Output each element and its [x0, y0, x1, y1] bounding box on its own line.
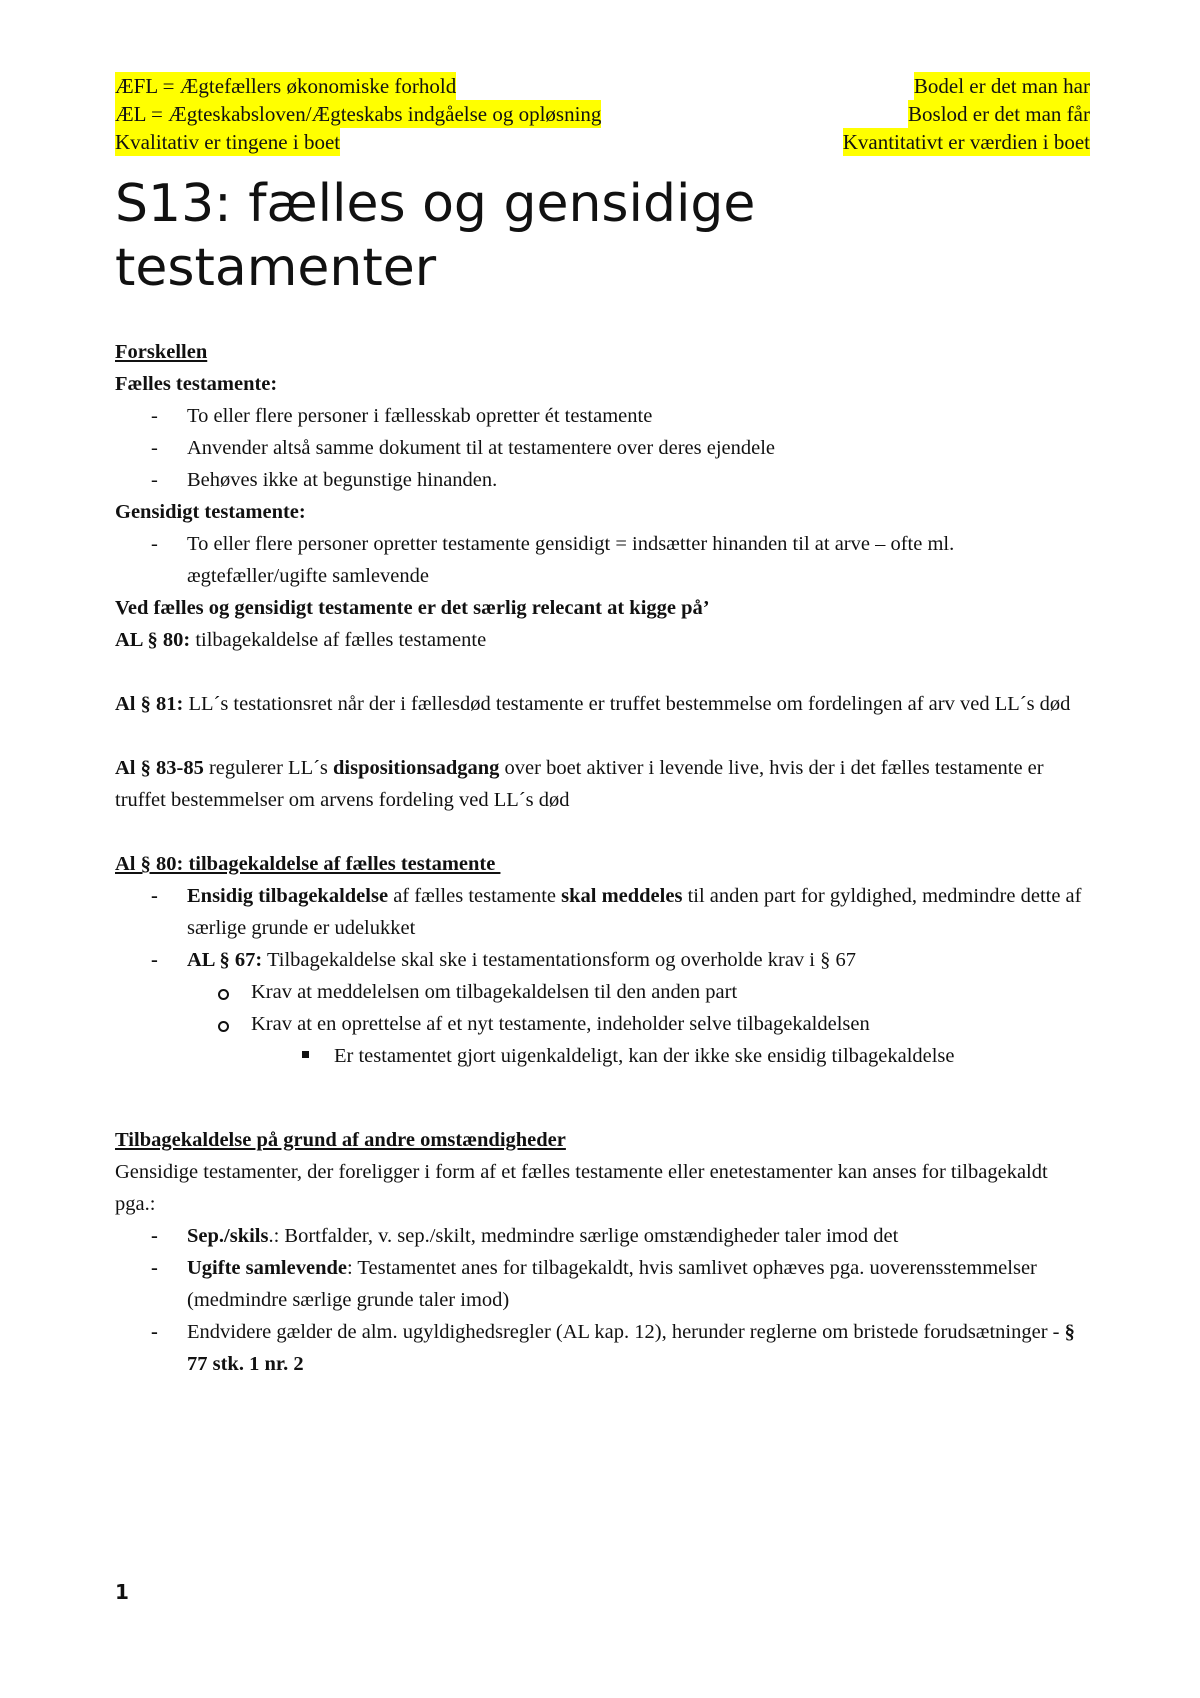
list-item [187, 1220, 1090, 1252]
al83-paragraph [115, 752, 1090, 816]
page-number: 1 [115, 1580, 129, 1604]
faelles-label: Fælles testamente: [115, 373, 278, 395]
bold-term: Sep./skils [187, 1225, 269, 1247]
sub-sub-list-item: Er testamentet gjort uigenkaldeligt, kan der ikke ske ensidig tilbagekaldelse [334, 1040, 1090, 1072]
al80-text: tilbagekaldelse af fælles testamente [190, 629, 487, 651]
page-title: S13: fælles og gensidige testamenter [115, 174, 756, 298]
bold-term: Ugifte samlevende [187, 1257, 347, 1279]
al81-ref: Al § 81: [115, 693, 184, 715]
faelles-list [115, 400, 1090, 496]
list-item [187, 1316, 1090, 1380]
list-item: - Anvender altså samme dokument til at testamentere over deres ejendele [187, 432, 1090, 464]
list-item [187, 1252, 1090, 1316]
list-item: - To eller flere personer i fællesskab opretter ét testamente [187, 400, 1090, 432]
gensidigt-list [115, 528, 1090, 592]
text-run: .: Bortfalder, v. sep./skilt, medmindre særlige omstændigheder taler imod det [268, 1225, 899, 1247]
section-heading-tilbagekaldelse: Tilbagekaldelse på grund af andre omstændigheder [115, 1129, 566, 1151]
document-body [115, 336, 1090, 1380]
section-heading-al80: Al § 80: tilbagekaldelse af fælles testamente [115, 853, 501, 875]
al83-term: dispositionsadgang [333, 757, 500, 779]
bold-term: § 77 stk. 1 nr. 2 [187, 1321, 1075, 1375]
sub-sub-list [251, 1040, 1090, 1072]
omstaendigheder-list [115, 1220, 1090, 1380]
al83-ref: Al § 83-85 [115, 757, 204, 779]
al80-ref: AL § 80: [115, 629, 191, 651]
header-row [115, 100, 1090, 128]
text-run: : Testamentet anes for tilbagekaldt, hvis samlivet ophæves pga. uoverensstemmelser (medmindre særlige grunde taler imod) [187, 1257, 1037, 1311]
header-right-3: Kvantitativt er værdien i boet [842, 130, 1090, 154]
text-run: Tilbagekaldelse skal ske i testamentationsform og overholde krav i § 67 [262, 949, 857, 971]
intro-paragraph: Gensidige testamenter, der foreligger i form af et fælles testamente eller enetestamenter kan anses for tilbagekaldt pga.: [115, 1161, 1048, 1215]
header-notes [115, 72, 1090, 156]
gensidigt-label: Gensidigt testamente: [115, 501, 306, 523]
list-item [187, 880, 1090, 944]
text-run: af fælles testamente [388, 885, 562, 907]
header-row [115, 128, 1090, 156]
list-item: - To eller flere personer opretter testamente gensidigt = indsætter hinanden til at arve – ofte ml. ægtefæller/ugifte samlevende [187, 528, 1090, 592]
bold-term: Ensidig tilbagekaldelse [187, 885, 389, 907]
bold-term: AL § 67: [187, 949, 263, 971]
sub-list-item: Krav at meddelelsen om tilbagekaldelsen til den anden part [251, 976, 1090, 1008]
header-right-2: Boslod er det man får [908, 102, 1090, 126]
header-right-1: Bodel er det man har [913, 74, 1090, 98]
al83-text-1: regulerer LL´s [203, 757, 334, 779]
text-run: til anden part for gyldighed, medmindre dette af særlige grunde er udelukket [187, 885, 1082, 939]
header-row [115, 72, 1090, 100]
sub-list [187, 976, 1090, 1072]
al81-paragraph [115, 688, 1090, 720]
al81-text: LL´s testationsret når der i fællesdød testamente er truffet bestemmelse om fordelingen af arv ved LL´s død [183, 693, 1071, 715]
section-heading-forskellen: Forskellen [115, 341, 208, 363]
al83-text-2: over boet aktiver i levende live, hvis der i det fælles testamente er truffet bestemmelser om arvens fordeling ved LL´s død [115, 757, 1044, 811]
text-run: Krav at en oprettelse af et nyt testamente, indeholder selve tilbagekaldelsen [251, 1013, 870, 1035]
bold-term: skal meddeles [561, 885, 683, 907]
header-left-3: Kvalitativ er tingene i boet [115, 130, 341, 154]
header-left-2: ÆL = Ægteskabsloven/Ægteskabs indgåelse og opløsning [115, 102, 602, 126]
sub-list-item [251, 1008, 1090, 1072]
ved-label: Ved fælles og gensidigt testamente er det særlig relecant at kigge på’ [115, 597, 710, 619]
list-item [187, 944, 1090, 1072]
list-item: - Behøves ikke at begunstige hinanden. [187, 464, 1090, 496]
al80-line [115, 624, 1090, 656]
text-run: Endvidere gælder de alm. ugyldighedsregler (AL kap. 12), herunder reglerne om bristede forudsætninger - [187, 1321, 1065, 1343]
al80-list [115, 880, 1090, 1072]
header-left-1: ÆFL = Ægtefællers økonomiske forhold [115, 74, 457, 98]
